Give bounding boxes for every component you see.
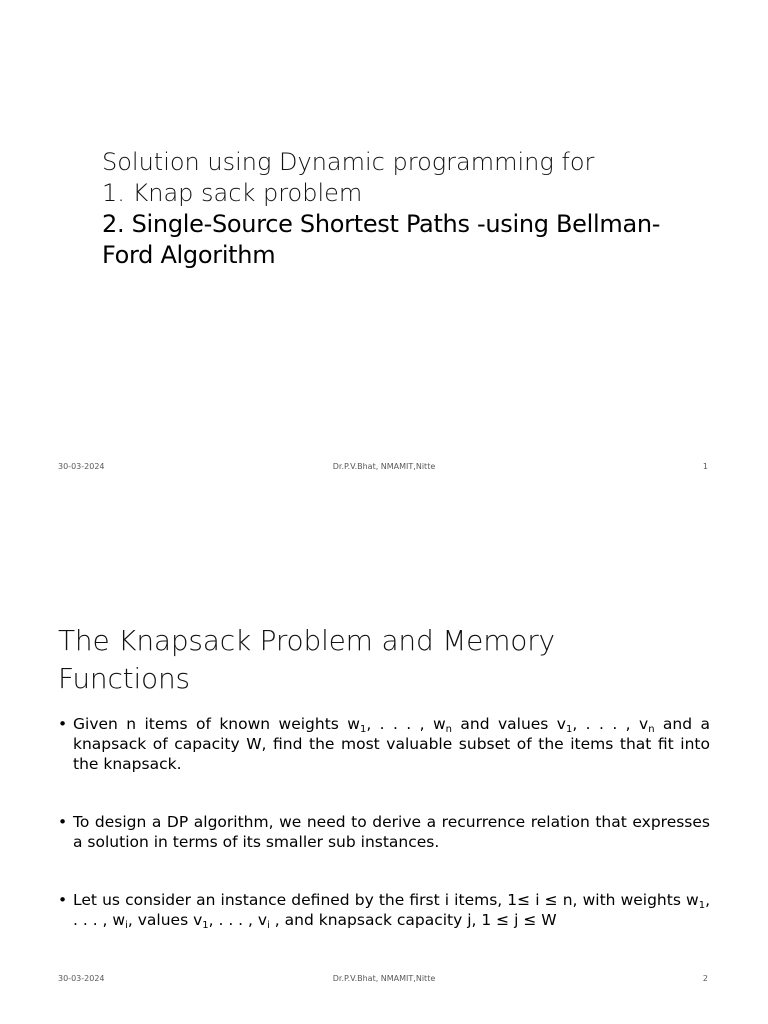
title-line-1: The Knapsack Problem and Memory	[58, 624, 555, 657]
text: , . . . , v	[208, 911, 268, 929]
slide-2-title	[58, 622, 718, 698]
subscript: i	[125, 920, 128, 931]
text: , . . . , w	[73, 891, 710, 929]
footer-page-number: 2	[702, 974, 708, 983]
footer-date: 30-03-2024	[58, 462, 105, 471]
subscript: i	[267, 920, 270, 931]
bullet-item-3	[58, 890, 710, 930]
text: , values v	[127, 911, 203, 929]
slide-2	[0, 512, 768, 1024]
subscript: 1	[698, 900, 706, 911]
text: Let us consider an instance defined by the first i items, 1≤ i ≤ n, with weights w	[73, 891, 699, 909]
subscript: n	[445, 724, 452, 735]
title-line-1: Solution using Dynamic programming for	[102, 148, 595, 176]
text: and a knapsack of capacity W, find the most valuable subset of the items that fit into the knapsack.	[73, 715, 710, 773]
footer-author: Dr.P.V.Bhat, NMAMIT,Nitte	[332, 462, 436, 471]
bullet-list	[58, 714, 710, 930]
title-line-3: 2. Single-Source Shortest Paths -using Bellman-	[102, 210, 661, 238]
slide-1-footer	[58, 462, 710, 474]
bullet-item-1	[58, 714, 710, 774]
text: and values v	[452, 715, 566, 733]
subscript: 1	[202, 920, 209, 931]
subscript: n	[648, 724, 655, 735]
title-line-2: 1. Knap sack problem	[102, 179, 363, 207]
footer-page-number: 1	[702, 462, 708, 471]
text: Given n items of known weights w	[73, 715, 360, 733]
text: , and knapsack capacity j, 1 ≤ j ≤ W	[269, 911, 557, 929]
slide-1-title	[102, 147, 722, 271]
subscript: 1	[359, 724, 367, 735]
bullet-item-2: • To design a DP algorithm, we need to derive a recurrence relation that expresses a solution in terms of its smaller sub instances.	[58, 812, 710, 852]
text: , . . . , v	[572, 715, 649, 733]
title-line-4: Ford Algorithm	[102, 241, 276, 269]
footer-date: 30-03-2024	[58, 974, 105, 983]
footer-author: Dr.P.V.Bhat, NMAMIT,Nitte	[332, 974, 436, 983]
text: , . . . , w	[366, 715, 446, 733]
subscript: 1	[565, 724, 573, 735]
slide-2-footer	[58, 974, 710, 986]
title-line-2: Functions	[58, 662, 190, 695]
